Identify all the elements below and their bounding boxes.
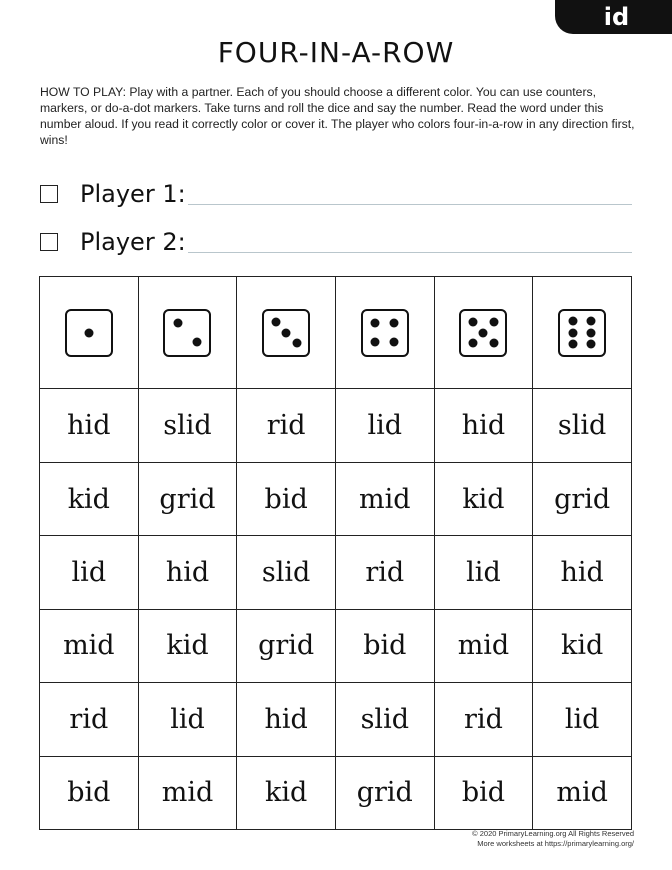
die-face-6-icon bbox=[558, 309, 606, 357]
word-cell[interactable]: mid bbox=[40, 609, 139, 682]
die-pip bbox=[271, 318, 280, 327]
word-cell[interactable]: kid bbox=[533, 609, 632, 682]
die-pip bbox=[569, 340, 578, 349]
die-pip bbox=[490, 339, 499, 348]
copyright-footer bbox=[472, 829, 634, 849]
word-cell[interactable]: bid bbox=[40, 756, 139, 829]
die-pip bbox=[390, 319, 399, 328]
player-2-row bbox=[40, 226, 632, 260]
word-cell[interactable]: bid bbox=[237, 462, 336, 535]
die-pip bbox=[490, 318, 499, 327]
word-cell[interactable]: slid bbox=[335, 683, 434, 756]
word-cell[interactable]: hid bbox=[434, 389, 533, 462]
word-cell[interactable]: rid bbox=[434, 683, 533, 756]
word-cell[interactable]: hid bbox=[237, 683, 336, 756]
die-pip bbox=[292, 339, 301, 348]
word-row bbox=[40, 683, 632, 756]
die-pip bbox=[586, 328, 595, 337]
word-cell[interactable]: grid bbox=[138, 462, 237, 535]
die-face-1-icon bbox=[65, 309, 113, 357]
word-cell[interactable]: hid bbox=[533, 536, 632, 609]
die-pip bbox=[479, 328, 488, 337]
word-cell[interactable]: lid bbox=[533, 683, 632, 756]
die-face-5-icon bbox=[459, 309, 507, 357]
word-cell[interactable]: mid bbox=[434, 609, 533, 682]
copyright-line: © 2020 PrimaryLearning.org All Rights Reserved bbox=[472, 829, 634, 838]
word-cell[interactable]: slid bbox=[138, 389, 237, 462]
die-pip bbox=[586, 340, 595, 349]
die-pip bbox=[468, 339, 477, 348]
word-cell[interactable]: lid bbox=[138, 683, 237, 756]
player-1-name-line bbox=[188, 204, 632, 205]
word-cell[interactable]: bid bbox=[335, 609, 434, 682]
die-pip bbox=[569, 328, 578, 337]
die-pip bbox=[586, 317, 595, 326]
word-cell[interactable]: kid bbox=[138, 609, 237, 682]
die-pip bbox=[282, 328, 291, 337]
die-face-2-icon bbox=[163, 309, 211, 357]
word-cell[interactable]: hid bbox=[138, 536, 237, 609]
die-pip bbox=[193, 338, 202, 347]
player-1-row bbox=[40, 178, 632, 212]
word-cell[interactable]: rid bbox=[237, 389, 336, 462]
player-2-checkbox[interactable] bbox=[40, 233, 58, 251]
die-pip bbox=[468, 318, 477, 327]
word-cell[interactable]: grid bbox=[237, 609, 336, 682]
word-row bbox=[40, 462, 632, 535]
die-pip bbox=[371, 319, 380, 328]
word-cell[interactable]: mid bbox=[138, 756, 237, 829]
die-pip bbox=[173, 319, 182, 328]
instructions-text: HOW TO PLAY: Play with a partner. Each of you should choose a different color. You can use counters, markers, or do-a-dot markers. Take turns and roll the dice and say the number. Read the word under this number aloud. If you read it correctly color or cover it. The player who colors four-in-a-row in any direction first, wins! bbox=[40, 85, 635, 147]
word-family-tag: id bbox=[555, 0, 672, 34]
word-cell[interactable]: bid bbox=[434, 756, 533, 829]
player-1-label: Player 1: bbox=[80, 180, 186, 208]
word-row bbox=[40, 609, 632, 682]
dice-row bbox=[40, 277, 632, 389]
player-2-name-line bbox=[188, 252, 632, 253]
more-worksheets-line: More worksheets at https://primarylearning.org/ bbox=[477, 839, 634, 848]
word-cell[interactable]: lid bbox=[434, 536, 533, 609]
word-cell[interactable]: kid bbox=[40, 462, 139, 535]
die-face-4-icon bbox=[361, 309, 409, 357]
player-2-label: Player 2: bbox=[80, 228, 186, 256]
word-row bbox=[40, 536, 632, 609]
die-pip bbox=[390, 338, 399, 347]
die-face-3-icon bbox=[262, 309, 310, 357]
word-cell[interactable]: kid bbox=[434, 462, 533, 535]
word-cell[interactable]: lid bbox=[335, 389, 434, 462]
word-row bbox=[40, 756, 632, 829]
dice-cell bbox=[237, 277, 336, 389]
word-cell[interactable]: mid bbox=[533, 756, 632, 829]
word-cell[interactable]: rid bbox=[40, 683, 139, 756]
word-cell[interactable]: hid bbox=[40, 389, 139, 462]
word-cell[interactable]: grid bbox=[533, 462, 632, 535]
dice-cell bbox=[138, 277, 237, 389]
player-1-checkbox[interactable] bbox=[40, 185, 58, 203]
word-cell[interactable]: mid bbox=[335, 462, 434, 535]
word-cell[interactable]: kid bbox=[237, 756, 336, 829]
dice-cell bbox=[533, 277, 632, 389]
dice-cell bbox=[335, 277, 434, 389]
dice-cell bbox=[40, 277, 139, 389]
word-cell[interactable]: slid bbox=[533, 389, 632, 462]
die-pip bbox=[84, 328, 93, 337]
dice-cell bbox=[434, 277, 533, 389]
page-title: FOUR-IN-A-ROW bbox=[217, 36, 455, 69]
word-cell[interactable]: grid bbox=[335, 756, 434, 829]
die-pip bbox=[569, 317, 578, 326]
game-board bbox=[39, 276, 632, 830]
word-cell[interactable]: slid bbox=[237, 536, 336, 609]
die-pip bbox=[371, 338, 380, 347]
word-row bbox=[40, 389, 632, 462]
word-cell[interactable]: lid bbox=[40, 536, 139, 609]
word-cell[interactable]: rid bbox=[335, 536, 434, 609]
